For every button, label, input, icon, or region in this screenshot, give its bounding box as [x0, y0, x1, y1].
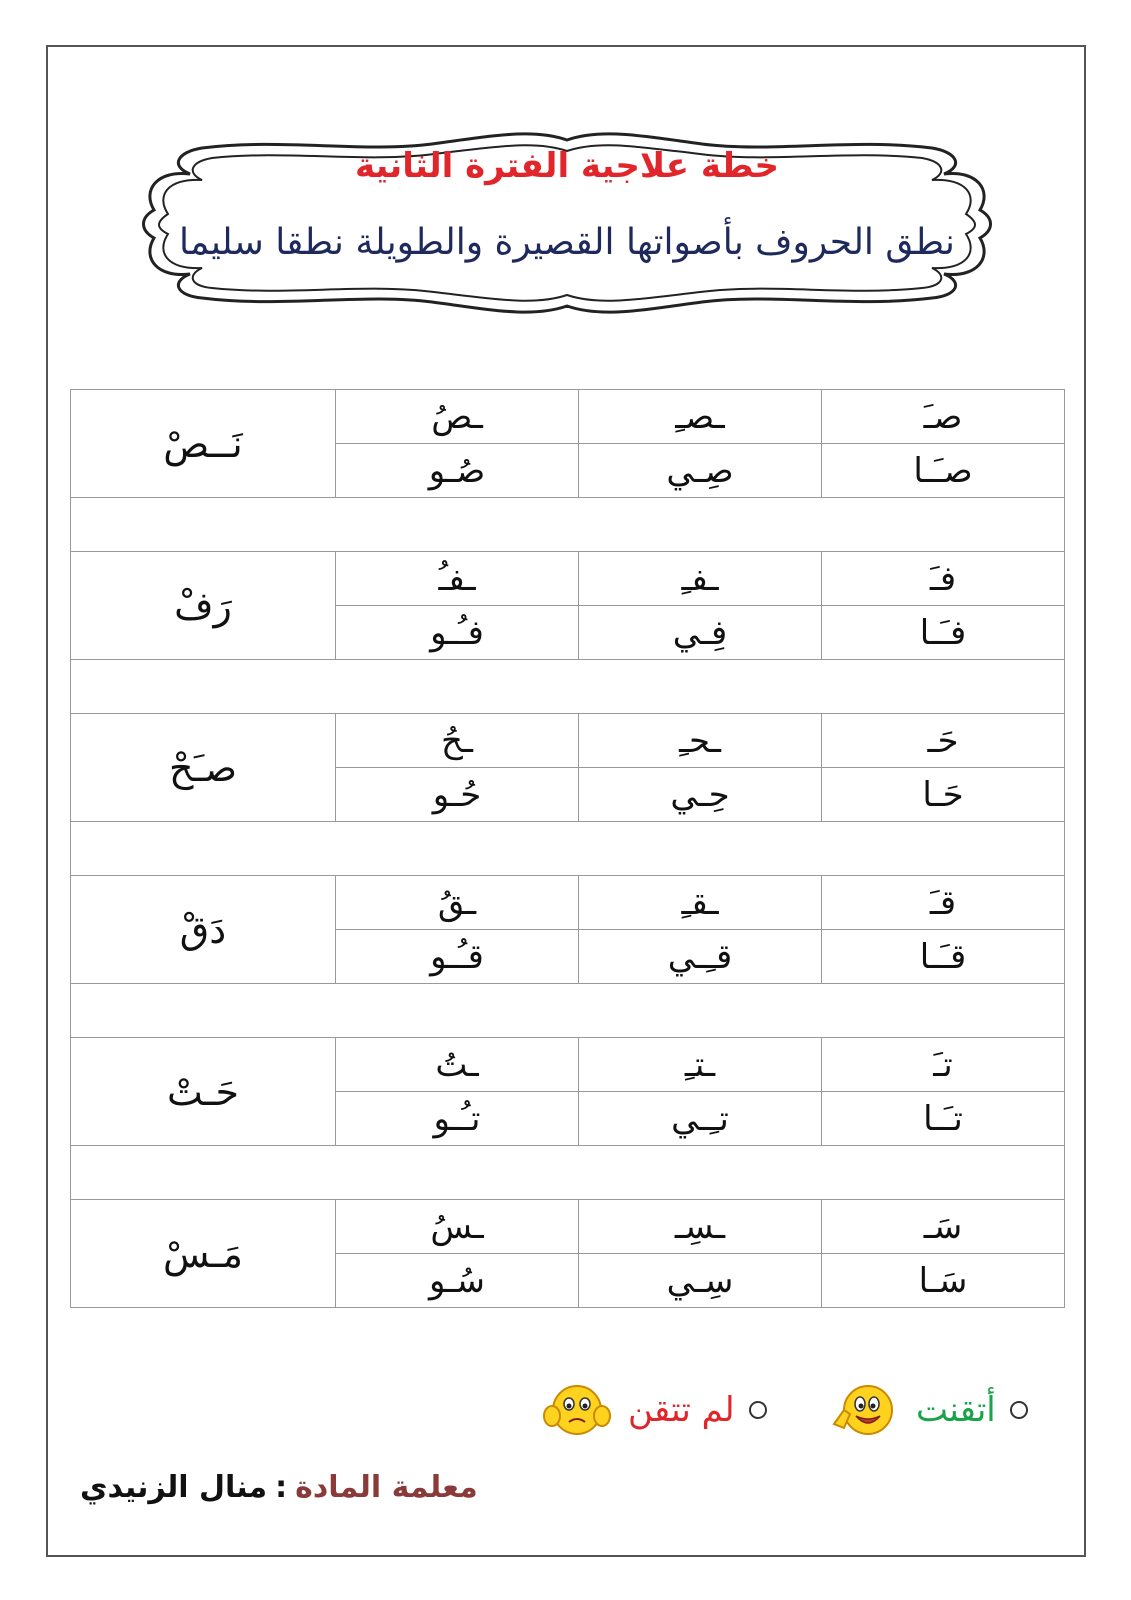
- table-row: [71, 876, 1065, 930]
- spacer-cell: [71, 660, 1065, 714]
- short-vowel-cell: ـفـِ: [579, 552, 822, 606]
- signature-separator: :: [275, 1470, 288, 1505]
- short-vowel-cell: حَـ: [822, 714, 1065, 768]
- short-vowel-cell: ـصـِ: [579, 390, 822, 444]
- long-vowel-cell: تـِـي: [579, 1092, 822, 1146]
- short-vowel-cell: قـَ: [822, 876, 1065, 930]
- word-cell: مَـسْ: [71, 1200, 336, 1308]
- long-vowel-cell: حِـي: [579, 768, 822, 822]
- short-vowel-cell: ـتـِ: [579, 1038, 822, 1092]
- teacher-signature: [80, 1470, 478, 1505]
- spacer-row: [71, 1146, 1065, 1200]
- spacer-cell: [71, 498, 1065, 552]
- long-vowel-cell: سَـا: [822, 1254, 1065, 1308]
- table-row: [71, 390, 1065, 444]
- spacer-row: [71, 822, 1065, 876]
- not-mastered-option[interactable]: [540, 1375, 767, 1445]
- long-vowel-cell: فـَـا: [822, 606, 1065, 660]
- short-vowel-cell: ـفـُ: [336, 552, 579, 606]
- short-vowel-cell: تـَ: [822, 1038, 1065, 1092]
- long-vowel-cell: صُـو: [336, 444, 579, 498]
- not-mastered-label: لم تتقن: [628, 1390, 735, 1430]
- teacher-name: منال الزنيدي: [80, 1470, 268, 1505]
- short-vowel-cell: سَـ: [822, 1200, 1065, 1254]
- long-vowel-cell: حَـا: [822, 768, 1065, 822]
- short-vowel-cell: ـقـِ: [579, 876, 822, 930]
- long-vowel-cell: فـُـو: [336, 606, 579, 660]
- short-vowel-cell: ـقُ: [336, 876, 579, 930]
- letters-table: [70, 389, 1065, 1308]
- spacer-cell: [71, 822, 1065, 876]
- long-vowel-cell: قـِـي: [579, 930, 822, 984]
- not-mastered-radio[interactable]: [749, 1401, 767, 1419]
- short-vowel-cell: فـَ: [822, 552, 1065, 606]
- worried-face-icon: [540, 1380, 614, 1440]
- spacer-row: [71, 984, 1065, 1038]
- spacer-cell: [71, 1146, 1065, 1200]
- long-vowel-cell: سُـو: [336, 1254, 579, 1308]
- page-title: خطة علاجية الفترة الثانية: [354, 146, 780, 186]
- word-cell: دَقْ: [71, 876, 336, 984]
- long-vowel-cell: حُـو: [336, 768, 579, 822]
- mastered-label: أتقنت: [916, 1390, 996, 1430]
- long-vowel-cell: تـُـو: [336, 1092, 579, 1146]
- short-vowel-cell: ـحُ: [336, 714, 579, 768]
- long-vowel-cell: قـُـو: [336, 930, 579, 984]
- teacher-role: معلمة المادة: [295, 1470, 478, 1505]
- word-cell: رَفْ: [71, 552, 336, 660]
- short-vowel-cell: ـسُ: [336, 1200, 579, 1254]
- word-cell: حَـتْ: [71, 1038, 336, 1146]
- spacer-cell: [71, 984, 1065, 1038]
- short-vowel-cell: ـسِـ: [579, 1200, 822, 1254]
- page-subtitle: نطق الحروف بأصواتها القصيرة والطويلة نطقا سليما: [179, 222, 955, 263]
- word-cell: نَــصْ: [71, 390, 336, 498]
- long-vowel-cell: تـَـا: [822, 1092, 1065, 1146]
- table-row: [71, 1038, 1065, 1092]
- short-vowel-cell: ـصُ: [336, 390, 579, 444]
- table-row: [71, 552, 1065, 606]
- short-vowel-cell: ـحـِ: [579, 714, 822, 768]
- long-vowel-cell: صـَـا: [822, 444, 1065, 498]
- long-vowel-cell: قـَـا: [822, 930, 1065, 984]
- mastered-radio[interactable]: [1010, 1401, 1028, 1419]
- mastered-option[interactable]: [828, 1375, 1028, 1445]
- short-vowel-cell: صـَ: [822, 390, 1065, 444]
- long-vowel-cell: سِـي: [579, 1254, 822, 1308]
- word-cell: صـَحْ: [71, 714, 336, 822]
- happy-face-icon: [828, 1380, 902, 1440]
- spacer-row: [71, 498, 1065, 552]
- long-vowel-cell: صِـي: [579, 444, 822, 498]
- long-vowel-cell: فِـي: [579, 606, 822, 660]
- short-vowel-cell: ـتُ: [336, 1038, 579, 1092]
- title-banner: [132, 118, 1002, 318]
- spacer-row: [71, 660, 1065, 714]
- table-row: [71, 714, 1065, 768]
- table-row: [71, 1200, 1065, 1254]
